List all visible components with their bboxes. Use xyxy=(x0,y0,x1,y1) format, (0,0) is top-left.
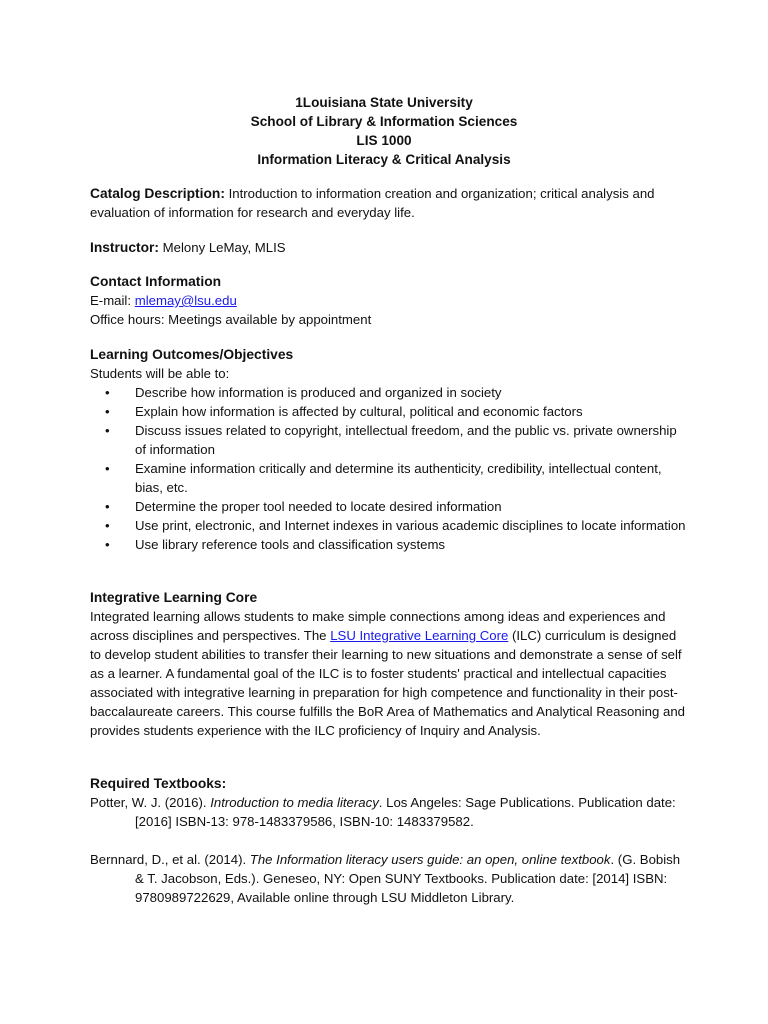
list-item: • Use library reference tools and classification systems xyxy=(105,537,446,552)
textbooks-section xyxy=(90,774,690,907)
ilc-paragraph: Integrated learning allows students to make simple connections among ideas and experiences and across disciplines and perspectives. The LSU Integrative Learning Core (ILC) curriculum is designed to develop student abilities to transfer their learning to new situations and demonstrate a sense of self as a learner. A fundamental goal of the ILC is to foster students' practical and intellectual capacities associated with integrative learning in preparation for high competence and functionality in their post-baccalaureate careers. This course fulfills the BoR Area of Mathematics and Analytical Reasoning and provides students experience with the ILC proficiency of Inquiry and Analysis. xyxy=(90,609,685,738)
list-item: • Describe how information is produced and organized in society xyxy=(105,385,502,400)
bullet-icon: • xyxy=(105,423,110,438)
list-item: • Determine the proper tool needed to locate desired information xyxy=(105,499,502,514)
list-item: • Use print, electronic, and Internet indexes in various academic disciplines to locate information xyxy=(105,518,686,533)
email-label: E-mail: xyxy=(90,293,135,308)
outcomes-intro: Students will be able to: xyxy=(90,366,230,381)
catalog-text: Introduction to information creation and organization; critical analysis and evaluation of information for research and everyday life. xyxy=(90,186,655,220)
contact-heading: Contact Information xyxy=(90,274,222,289)
course-header xyxy=(0,93,768,169)
textbook-title: The Information literacy users guide: an open, online textbook xyxy=(249,852,611,867)
textbook-title: Introduction to media literacy xyxy=(210,795,379,810)
catalog-label: Catalog Description: xyxy=(90,186,225,201)
contact-section xyxy=(90,272,690,329)
instructor-section xyxy=(90,238,690,257)
university-name: 1Louisiana State University xyxy=(295,95,473,110)
list-item: • Explain how information is affected by cultural, political and economic factors xyxy=(105,404,583,419)
textbook-reference: Potter, W. J. (2016). Introduction to media literacy. Los Angeles: Sage Publications. Publication date: [2016] ISBN-13: 978-1483379586, ISBN-10: 1483379582. xyxy=(90,795,676,829)
bullet-icon: • xyxy=(105,518,110,533)
email-link[interactable]: mlemay@lsu.edu xyxy=(134,293,237,308)
outcomes-heading: Learning Outcomes/Objectives xyxy=(90,347,294,362)
school-name: School of Library & Information Sciences xyxy=(250,114,518,129)
textbooks-heading: Required Textbooks: xyxy=(90,776,227,791)
catalog-description xyxy=(90,184,690,222)
instructor-label: Instructor: xyxy=(90,240,159,255)
outcomes-section xyxy=(90,345,690,554)
bullet-icon: • xyxy=(105,499,110,514)
bullet-icon: • xyxy=(105,404,110,419)
bullet-icon: • xyxy=(105,461,110,476)
outcomes-list xyxy=(90,383,690,554)
list-item: • Discuss issues related to copyright, intellectual freedom, and the public vs. private ownership of information xyxy=(105,423,677,457)
office-hours: Office hours: Meetings available by appointment xyxy=(90,312,372,327)
ilc-section xyxy=(90,588,690,740)
list-item: • Examine information critically and determine its authenticity, credibility, intellectual content, bias, etc. xyxy=(105,461,662,495)
ilc-heading: Integrative Learning Core xyxy=(90,590,258,605)
course-number: LIS 1000 xyxy=(356,133,412,148)
ilc-link[interactable]: LSU Integrative Learning Core xyxy=(330,628,509,643)
bullet-icon: • xyxy=(105,537,110,552)
course-title: Information Literacy & Critical Analysis xyxy=(257,152,511,167)
bullet-icon: • xyxy=(105,385,110,400)
instructor-name: Melony LeMay, MLIS xyxy=(159,240,286,255)
textbook-reference: Bernnard, D., et al. (2014). The Information literacy users guide: an open, online textbook. (G. Bobish & T. Jacobson, Eds.). Geneseo, NY: Open SUNY Textbooks. Publication date: [2014] ISBN: 9780989722629, Available online through LSU Middleton Library. xyxy=(90,852,681,905)
